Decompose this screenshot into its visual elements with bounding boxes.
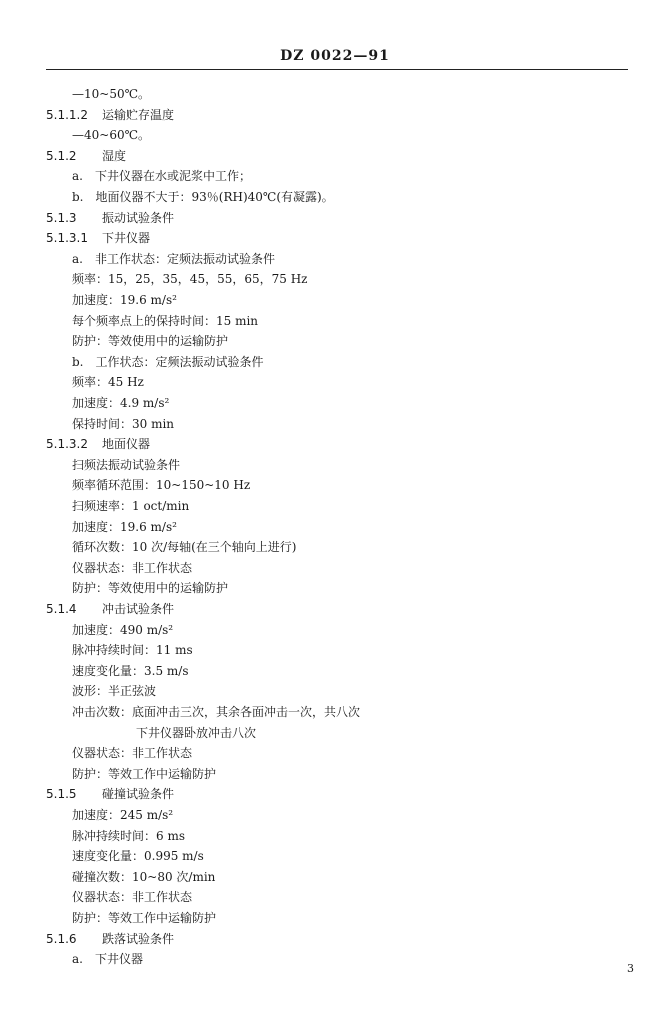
- section-heading-line: [46, 601, 174, 617]
- body-text-line: [72, 374, 144, 390]
- line-text: —40~60℃。: [72, 128, 151, 143]
- line-text: 保持时间：30 min: [72, 416, 175, 431]
- line-text: 加速度：19.6 m/s²: [72, 293, 177, 307]
- body-text-line: [72, 539, 297, 555]
- line-text: 扫频法振动试验条件: [72, 457, 181, 472]
- line-text: 频率循环范围：10~150~10 Hz: [72, 478, 251, 493]
- line-text: 加速度：490 m/s²: [72, 622, 174, 637]
- section-number: 5.1.2: [46, 148, 77, 163]
- body-text-line: [72, 580, 228, 596]
- line-text: 频率：15，25，35，45，55，65，75 Hz: [72, 272, 308, 287]
- body-text-line: [72, 683, 156, 699]
- body-text-line: [72, 642, 193, 658]
- line-text: 下井仪器卧放冲击八次: [136, 725, 257, 740]
- line-text: 波形：半正弦波: [72, 684, 157, 699]
- line-text: 防护：等效工作中运输防护: [72, 766, 217, 781]
- body-text-line: [72, 869, 215, 885]
- document-header: DZ 0022—91: [280, 48, 390, 64]
- line-text: 地面仪器: [102, 437, 151, 452]
- body-text-line: [72, 663, 188, 679]
- line-text: 下井仪器: [102, 231, 151, 246]
- section-number: 5.1.5: [46, 787, 77, 802]
- line-text: a. 非工作状态：定频法振动试验条件: [72, 251, 275, 266]
- section-number: 5.1.3: [46, 210, 77, 225]
- line-text: 冲击次数：底面冲击三次，其余各面冲击一次，共八次: [72, 705, 361, 719]
- line-text: 频率：45 Hz: [72, 375, 144, 390]
- body-text-line: [72, 828, 185, 844]
- line-text: 跌落试验条件: [102, 931, 175, 946]
- body-text-line: [72, 271, 308, 287]
- body-text-line: [72, 766, 216, 782]
- body-text-line: [72, 889, 192, 905]
- body-text-line: [72, 86, 150, 102]
- body-text-line: [72, 313, 258, 329]
- section-number: 5.1.6: [46, 931, 77, 946]
- body-text-line: [72, 622, 173, 638]
- line-text: 冲击试验条件: [102, 602, 175, 616]
- body-text-line: [72, 127, 150, 143]
- body-text-line: [72, 416, 174, 432]
- body-text-line: [72, 354, 264, 370]
- line-text: 湿度: [102, 148, 127, 163]
- body-text-line: [72, 704, 360, 720]
- line-text: 碰撞试验条件: [102, 787, 175, 802]
- line-text: 扫频速率：1 oct/min: [72, 499, 190, 513]
- body-text-line: [72, 189, 334, 205]
- section-number: 5.1.3.1: [46, 231, 88, 246]
- line-text: 碰撞次数：10~80 次/min: [72, 869, 216, 884]
- line-text: a. 下井仪器在水或泥浆中工作；: [72, 169, 251, 184]
- page-number: 3: [627, 962, 634, 975]
- body-text-line: [72, 560, 192, 576]
- section-heading-line: [46, 436, 150, 452]
- body-text-line: [72, 395, 169, 411]
- line-text: 防护：等效使用中的运输防护: [72, 334, 229, 349]
- line-text: b. 工作状态：定频法振动试验条件: [72, 354, 264, 369]
- line-text: 每个频率点上的保持时间：15 min: [72, 313, 259, 328]
- body-text-line: [72, 848, 204, 864]
- section-heading-line: [46, 107, 174, 123]
- body-text-line: [72, 333, 228, 349]
- line-text: 仪器状态：非工作状态: [72, 890, 193, 905]
- body-text-line: [72, 292, 177, 308]
- line-text: 仪器状态：非工作状态: [72, 560, 193, 575]
- line-text: a. 下井仪器: [72, 952, 143, 967]
- body-text-line: [72, 519, 177, 535]
- section-heading-line: [46, 931, 174, 947]
- line-text: b. 地面仪器不大于：93％(RH)40℃(有凝露)。: [72, 190, 334, 204]
- line-text: 振动试验条件: [102, 210, 175, 225]
- body-text-line: [72, 745, 192, 761]
- body-text-line: [72, 910, 216, 926]
- line-text: 运输贮存温度: [102, 107, 175, 122]
- section-heading-line: [46, 148, 126, 164]
- body-text-line: [72, 951, 143, 967]
- body-text-line: [72, 498, 189, 514]
- line-text: 循环次数：10 次/每轴(在三个轴向上进行): [72, 540, 297, 555]
- section-heading-line: [46, 210, 174, 226]
- body-text-line: [72, 168, 251, 184]
- line-text: 脉冲持续时间：11 ms: [72, 643, 193, 658]
- line-text: 加速度：19.6 m/s²: [72, 519, 177, 534]
- body-text-line: [72, 251, 275, 267]
- line-text: —10~50℃。: [72, 87, 151, 101]
- section-number: 5.1.1.2: [46, 107, 88, 122]
- body-text-line: [72, 807, 173, 823]
- section-number: 5.1.3.2: [46, 437, 88, 452]
- line-text: 加速度：245 m/s²: [72, 808, 174, 822]
- body-text-line: [72, 477, 250, 493]
- section-heading-line: [46, 230, 150, 246]
- section-heading-line: [46, 786, 174, 802]
- line-text: 防护：等效工作中运输防护: [72, 911, 217, 925]
- header-rule: [46, 69, 628, 70]
- line-text: 仪器状态：非工作状态: [72, 746, 193, 761]
- line-text: 速度变化量：0.995 m/s: [72, 849, 204, 864]
- line-text: 脉冲持续时间：6 ms: [72, 828, 185, 843]
- line-text: 加速度：4.9 m/s²: [72, 396, 170, 410]
- body-text-line: [72, 457, 180, 473]
- line-text: 速度变化量：3.5 m/s: [72, 663, 189, 678]
- body-text-line: [136, 725, 256, 741]
- line-text: 防护：等效使用中的运输防护: [72, 581, 229, 596]
- section-number: 5.1.4: [46, 602, 77, 616]
